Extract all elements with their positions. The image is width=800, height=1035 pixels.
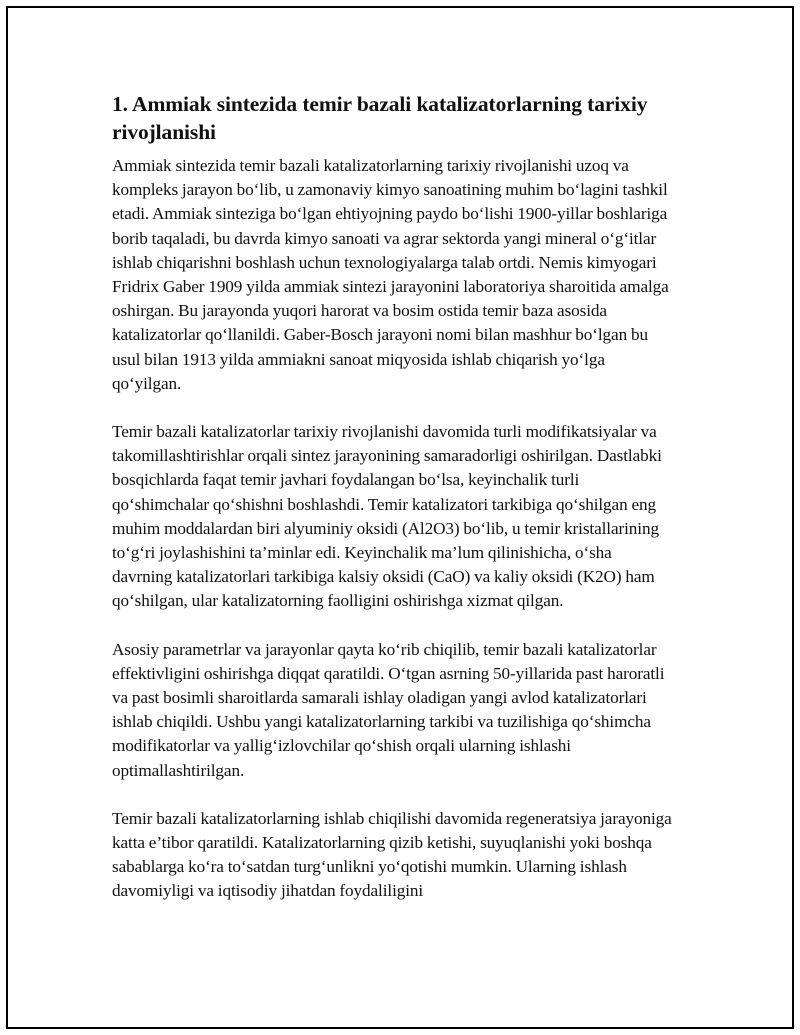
paragraph-regeneration: Temir bazali katalizatorlarning ishlab chiqilishi davomida regeneratsiya jarayoniga katta e’tibor qaratildi. Katalizatorlarning qizib ketishi, suyuqlanishi yoki boshqa sabablarga ko‘ra to‘satdan turg‘unlikni yo‘qotishi mumkin. Ularning ishlash davomiyligi va iqtisodiy jihatdan foydaliligini [112, 808, 672, 901]
paragraph-history-intro: Ammiak sintezida temir bazali katalizatorlarning tarixiy rivojlanishi uzoq va kompleks jarayon bo‘lib, u zamonaviy kimyo sanoatining muhim bo‘lagini tashkil etadi. Ammiak sinteziga bo‘lgan ehtiyojning paydo bo‘lishi 1900-yillar boshlariga borib taqaladi, bu davrda kimyo sanoati va agrar sektorda yangi mineral o‘g‘itlar ishlab chiqarishni boshlash uchun texnologiyalarga talab ortdi. Nemis kimyogari Fridrix Gaber 1909 yilda ammiak sintezi jarayonini laboratoriya sharoitida amalga oshirgan. Bu jarayonda yuqori harorat va bosim ostida temir baza asosida katalizatorlar qo‘llanildi. Gaber-Bosch jarayoni nomi bilan mashhur bo‘lgan bu usul bilan 1913 yilda ammiakni sanoat miqyosida ishlab chiqarish yo‘lga qo‘yilgan. [112, 156, 669, 393]
paragraph-parameters: Asosiy parametrlar va jarayonlar qayta ko‘rib chiqilib, temir bazali katalizatorlar effektivligini oshirishga diqqat qaratildi. O‘tgan asrning 50-yillarida past haroratli va past bosimli sharoitlarda samarali ishlay oladigan yangi avlod katalizatorlari ishlab chiqildi. Ushbu yangi katalizatorlarning tarkibi va tuzilishiga qo‘shimcha modifikatorlar va yallig‘izlovchilar qo‘shish orqali ularning ishlashi optimallashtirilgan. [112, 639, 665, 780]
paragraph-modifications: Temir bazali katalizatorlar tarixiy rivojlanishi davomida turli modifikatsiyalar va takomillashtirishlar orqali sintez jarayonining samaradorligi oshirilgan. Dastlabki bosqichlarda faqat temir javhari foydalangan bo‘lsa, keyinchalik turli qo‘shimchalar qo‘shishni boshlashdi. Temir katalizatori tarkibiga qo‘shilgan eng muhim moddalardan biri alyuminiy oksidi (Al2O3) bo‘lib, u temir kristallarining to‘g‘ri joylashishini ta’minlar edi. Keyinchalik ma’lum qilinishicha, o‘sha davrning katalizatorlari tarkibiga kalsiy oksidi (CaO) va kaliy oksidi (K2O) ham qo‘shilgan, ular katalizatorning faolligini oshirishga xizmat qilgan. [112, 422, 662, 611]
section-title: 1. Ammiak sintezida temir bazali katalizatorlarning tarixiy rivojlanishi [112, 92, 648, 144]
document-body [112, 90, 674, 928]
